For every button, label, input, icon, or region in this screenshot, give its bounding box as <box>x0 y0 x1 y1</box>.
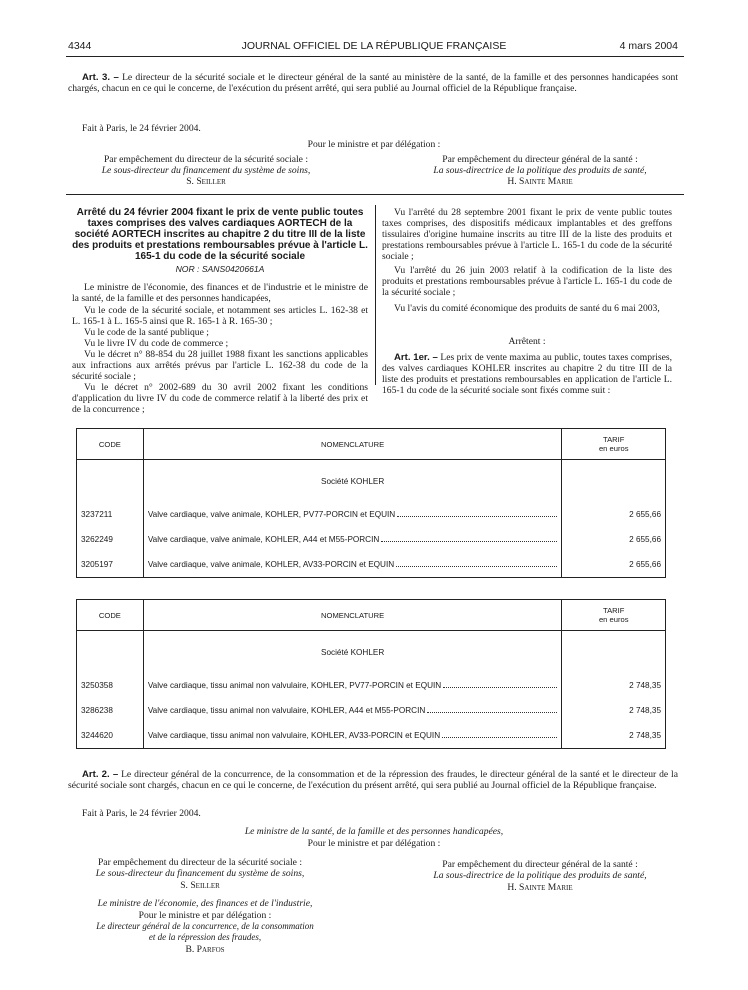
table-header-row <box>77 600 666 631</box>
decree-left-paragraph: Vu le décret n° 88-854 du 28 juillet 1988 fixant les sanctions applicables aux infractions aux arrêtés prévus par l'article L. 162-38 du code de la sécurité sociale ; <box>72 349 368 382</box>
product-tarif: 2 748,35 <box>562 723 666 749</box>
arretent: Arrêtent : <box>508 336 546 347</box>
table-row <box>77 502 666 527</box>
decree-right-paragraph: Vu l'arrêté du 26 juin 2003 relatif à la codification de la liste des produits et prestations remboursables prévue à l'article L. 165-1 du code de la sécurité sociale ; <box>382 265 672 298</box>
product-tarif: 2 655,66 <box>562 552 666 578</box>
table-section-row <box>77 631 666 674</box>
dgccrf-line-1: Le directeur général de la concurrence, de la consommation <box>96 921 314 931</box>
product-tarif: 2 748,35 <box>562 673 666 698</box>
table-header-row <box>77 429 666 460</box>
fait-a-paris-top: Fait à Paris, le 24 février 2004. <box>82 123 201 134</box>
column-header-tarif <box>562 600 666 631</box>
column-header-tarif-line-1: TARIF <box>603 435 625 444</box>
issue-date: 4 mars 2004 <box>619 40 678 52</box>
table-row <box>77 723 666 749</box>
decree-left-paragraph: Vu le code de la sécurité sociale, et notamment ses articles L. 162-38 et L. 165-1 à L. 165-5 ainsi que R. 165-1 à R. 165-30 ; <box>72 305 368 327</box>
product-nomenclature: Valve cardiaque, valve animale, KOHLER, PV77-PORCIN et EQUIN <box>147 510 396 519</box>
article-1-text: Les prix de vente maxima au public, toutes taxes comprises, des valves cardiaques KOHLER inscrites au chapitre 2 du titre III de la liste des produits et prestations remboursables en application de l'article L. 165-1 du code de la sécurité sociale sont fixés comme suit : <box>382 352 672 396</box>
nor-reference: NOR : SANS0420661A <box>175 264 265 274</box>
product-nomenclature: Valve cardiaque, valve animale, KOHLER, A44 et M55-PORCIN <box>147 535 380 544</box>
dgccrf-name: B. Parfos <box>185 944 225 955</box>
decree-title: Arrêté du 24 février 2004 fixant le prix de vente public toutes taxes comprises des valves cardiaques AORTECH de la société AORTECH inscrites au chapitre 2 du titre III de la liste des produits et prestations remboursables prévue à l'article L. 165-1 du code de la sécurité sociale <box>72 207 368 262</box>
right-signatory-line-1: Par empêchement du directeur général de la santé : <box>442 859 638 870</box>
left-signatory-line-2: Le sous-directeur du financement du système de soins, <box>101 165 311 176</box>
page-number: 4344 <box>68 40 92 52</box>
article-3 <box>68 72 678 94</box>
left-signatory-line-2: Le sous-directeur du financement du système de soins, <box>95 868 305 879</box>
left-signatory-line-1: Par empêchement du directeur de la sécurité sociale : <box>103 154 309 165</box>
decree-left-paragraph: Vu le livre IV du code de commerce ; <box>84 338 229 349</box>
right-signatory-name: H. Sainte Marie <box>507 176 573 187</box>
table-section-row <box>77 460 666 503</box>
product-nomenclature: Valve cardiaque, tissu animal non valvulaire, KOHLER, A44 et M55-PORCIN <box>147 706 426 715</box>
table-row <box>77 673 666 698</box>
column-header-tarif-line-2: en euros <box>598 615 629 624</box>
decree-right-paragraph: Vu l'arrêté du 28 septembre 2001 fixant le prix de vente public toutes taxes comprises, des dispositifs médicaux implantables et des greffons tissulaires d'origine humaine inscrits au titre III de la liste des produits et prestations remboursables prévue à l'article L. 165-1 du code de la sécurité sociale ; <box>382 207 672 262</box>
product-code: 3237211 <box>77 502 144 527</box>
fait-a-paris-bottom: Fait à Paris, le 24 février 2004. <box>82 808 201 819</box>
left-signatory-name: S. Seiller <box>186 176 226 187</box>
article-3-label: Art. 3. – <box>82 72 119 83</box>
column-header-code: CODE <box>77 600 144 631</box>
left-signatory-line-1: Par empêchement du directeur de la sécurité sociale : <box>97 857 303 868</box>
decree-left-paragraph: Le ministre de l'économie, des finances et de l'industrie et le ministre de la santé, de la famille et des personnes handicapées, <box>72 282 368 304</box>
minister-economy: Le ministre de l'économie, des finances et de l'industrie, <box>97 898 313 909</box>
table-row <box>77 698 666 723</box>
section-company: Société KOHLER <box>143 460 562 503</box>
journal-title: JOURNAL OFFICIEL DE LA RÉPUBLIQUE FRANÇAISE <box>241 40 507 52</box>
table-row <box>77 552 666 578</box>
dgccrf-line-2: et de la répression des fraudes, <box>148 932 262 942</box>
decree-left-paragraph: Vu le code de la santé publique ; <box>84 327 209 338</box>
pour-le-ministre-top: Pour le ministre et par délégation : <box>307 139 441 150</box>
column-header-nomenclature: NOMENCLATURE <box>143 429 562 460</box>
article-3-text: Le directeur de la sécurité sociale et le directeur général de la santé au ministère de la santé, de la famille et des personnes handicapées sont chargés, chacun en ce qui le concerne, de l'exécution du présent arrêté, qui sera publié au Journal officiel de la République française. <box>68 72 678 94</box>
pour-le-ministre-bottom: Pour le ministre et par délégation : <box>307 838 441 849</box>
product-tarif: 2 655,66 <box>562 527 666 552</box>
product-code: 3244620 <box>77 723 144 749</box>
tariff-table-2 <box>76 599 666 749</box>
article-2 <box>68 769 678 791</box>
product-nomenclature: Valve cardiaque, valve animale, KOHLER, AV33-PORCIN et EQUIN <box>147 560 395 569</box>
section-rule <box>66 194 684 195</box>
column-header-tarif-line-2: en euros <box>598 444 629 453</box>
column-header-tarif <box>562 429 666 460</box>
column-header-tarif-line-1: TARIF <box>603 606 625 615</box>
product-code: 3250358 <box>77 673 144 698</box>
decree-right-paragraph: Vu l'avis du comité économique des produits de santé du 6 mai 2003, <box>394 303 660 314</box>
product-code: 3262249 <box>77 527 144 552</box>
right-signatory-name: H. Sainte Marie <box>507 882 573 893</box>
table-row <box>77 527 666 552</box>
right-signatory-line-2: La sous-directrice de la politique des produits de santé, <box>433 870 647 881</box>
right-signatory-line-2: La sous-directrice de la politique des produits de santé, <box>433 165 647 176</box>
pour-le-ministre-economy: Pour le ministre et par délégation : <box>138 910 272 921</box>
product-code: 3205197 <box>77 552 144 578</box>
tariff-table-1 <box>76 428 666 578</box>
product-tarif: 2 748,35 <box>562 698 666 723</box>
column-divider <box>375 205 376 385</box>
minister-health: Le ministre de la santé, de la famille et des personnes handicapées, <box>244 826 504 837</box>
left-signatory-name: S. Seiller <box>180 880 220 891</box>
column-header-nomenclature: NOMENCLATURE <box>143 600 562 631</box>
right-signatory-line-1: Par empêchement du directeur général de la santé : <box>442 154 638 165</box>
decree-left-paragraph: Vu le décret n° 2002-689 du 30 avril 2002 fixant les conditions d'application du livre IV du code de commerce relatif à la liberté des prix et de la concurrence ; <box>72 382 368 415</box>
article-1 <box>382 352 672 396</box>
product-nomenclature: Valve cardiaque, tissu animal non valvulaire, KOHLER, AV33-PORCIN et EQUIN <box>147 731 441 740</box>
column-header-code: CODE <box>77 429 144 460</box>
article-1-label: Art. 1er. – <box>394 352 438 363</box>
product-code: 3286238 <box>77 698 144 723</box>
product-tarif: 2 655,66 <box>562 502 666 527</box>
section-company: Société KOHLER <box>143 631 562 674</box>
article-2-text: Le directeur général de la concurrence, de la consommation et de la répression des fraudes, le directeur général de la santé et le directeur de la sécurité sociale sont chargés, chacun en ce qui le concerne, de l'exécution du présent arrêté, qui sera publié au Journal officiel de la République française. <box>68 769 678 791</box>
header-rule <box>66 56 684 57</box>
article-2-label: Art. 2. – <box>82 769 119 780</box>
product-nomenclature: Valve cardiaque, tissu animal non valvulaire, KOHLER, PV77-PORCIN et EQUIN <box>147 681 442 690</box>
